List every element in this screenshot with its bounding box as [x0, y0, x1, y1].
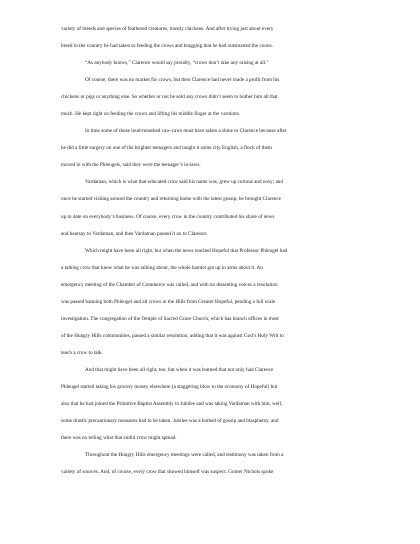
- text-line: “As anybody knows,” Clarence would say proudly, “crows don’t take any raising at all.”: [85, 60, 269, 67]
- text-line: And that might have been all right, too, but when it was learned that not only had Clarence: [85, 366, 274, 373]
- text-line: emergency meeting of the Chamber of Commerce was called, and with no dissenting voices a resolution: [61, 281, 278, 288]
- text-line: Which might have been all right, but when the news reached Hopeful that Professor Phleugel had: [85, 247, 288, 254]
- paragraph: [61, 174, 365, 242]
- text-line: a talking crow that knew what he was talking about, the whole hamlet got up in arms about it. An: [61, 264, 263, 271]
- text-line: In time some of those loud-mouthed caw-caws must have taken a shine to Clarence because after: [85, 128, 287, 135]
- text-line: variety of sources. And, of course, every crow that showed himself was suspect. Gomer Nichols spoke: [61, 469, 274, 476]
- paragraph: [61, 72, 365, 123]
- text-line: there was no telling what that sinful crow might spread.: [61, 435, 177, 442]
- paragraph: [61, 447, 365, 481]
- text-line: also that he had joined the Primitive Baptist Assembly in Jubilee and was taking Vardaman with him, well,: [61, 401, 283, 408]
- text-line: once he started visiting around the country and returning home with the latest gossip, he brought Clarence: [61, 196, 281, 203]
- text-line: and hearsay to Vardaman, and then Vardaman passed it on to Clarence.: [61, 230, 208, 237]
- text-line: of the Hungry Hills communities, passed a similar resolution, adding that it was against God’s Holy Writ to: [61, 332, 284, 339]
- text-line: Of course, there was no market for crows, but then Clarence had never made a profit from his: [85, 77, 280, 84]
- text-line: he did a little surgery on one of the brighter teenagers and taught it some city English, a flock of them: [61, 145, 272, 152]
- paragraph: [61, 123, 365, 174]
- paragraph: [61, 21, 365, 55]
- text-line: teach a crow to talk.: [61, 349, 103, 356]
- text-line: up to date on everybody’s business. Of course, every crow in the country contributed his share of news: [61, 213, 275, 220]
- text-line: much. He kept right on feeding the crows and lifting his middle finger at the varmints.: [61, 111, 241, 118]
- text-line: chickens or pigs or anything else. So whether or not he sold any crows didn’t seem to bother him all that: [61, 94, 278, 101]
- text-line: Throughout the Hungry Hills emergency meetings were called, and testimony was taken from a: [85, 452, 284, 459]
- document-body: [61, 21, 365, 481]
- text-line: Vardaman, which is what that educated crow said his name was, grew up curious and nosy; and: [85, 179, 283, 186]
- text-line: some drastic precautionary measures had to be taken. Jubilee was a hotbed of gossip and blasphemy, and: [61, 418, 279, 425]
- text-line: was passed banning both Phleugel and all crows in the Hills from Greater Hopeful, pending a full scale: [61, 298, 276, 305]
- text-line: investigation. The congregation of the Temple of Sacred Grace Church, which has branch offices in most: [61, 315, 279, 322]
- paragraph: [61, 362, 365, 447]
- text-line: breed in the country he had taken to feeding the crows and bragging that he had outsmarted the coons.: [61, 43, 273, 50]
- text-line: variety of breeds and species of feathered creatures, mostly chickens. And after trying just about every: [61, 26, 274, 32]
- paragraph: [61, 243, 365, 362]
- text-line: Phleugel started taking his grocery money elsewhere (a staggering blow to the economy of Hopeful) but: [61, 383, 278, 390]
- paragraph: [61, 55, 365, 72]
- text-line: moved in with the Phleugels, said they were the teenager’s in-laws.: [61, 162, 201, 169]
